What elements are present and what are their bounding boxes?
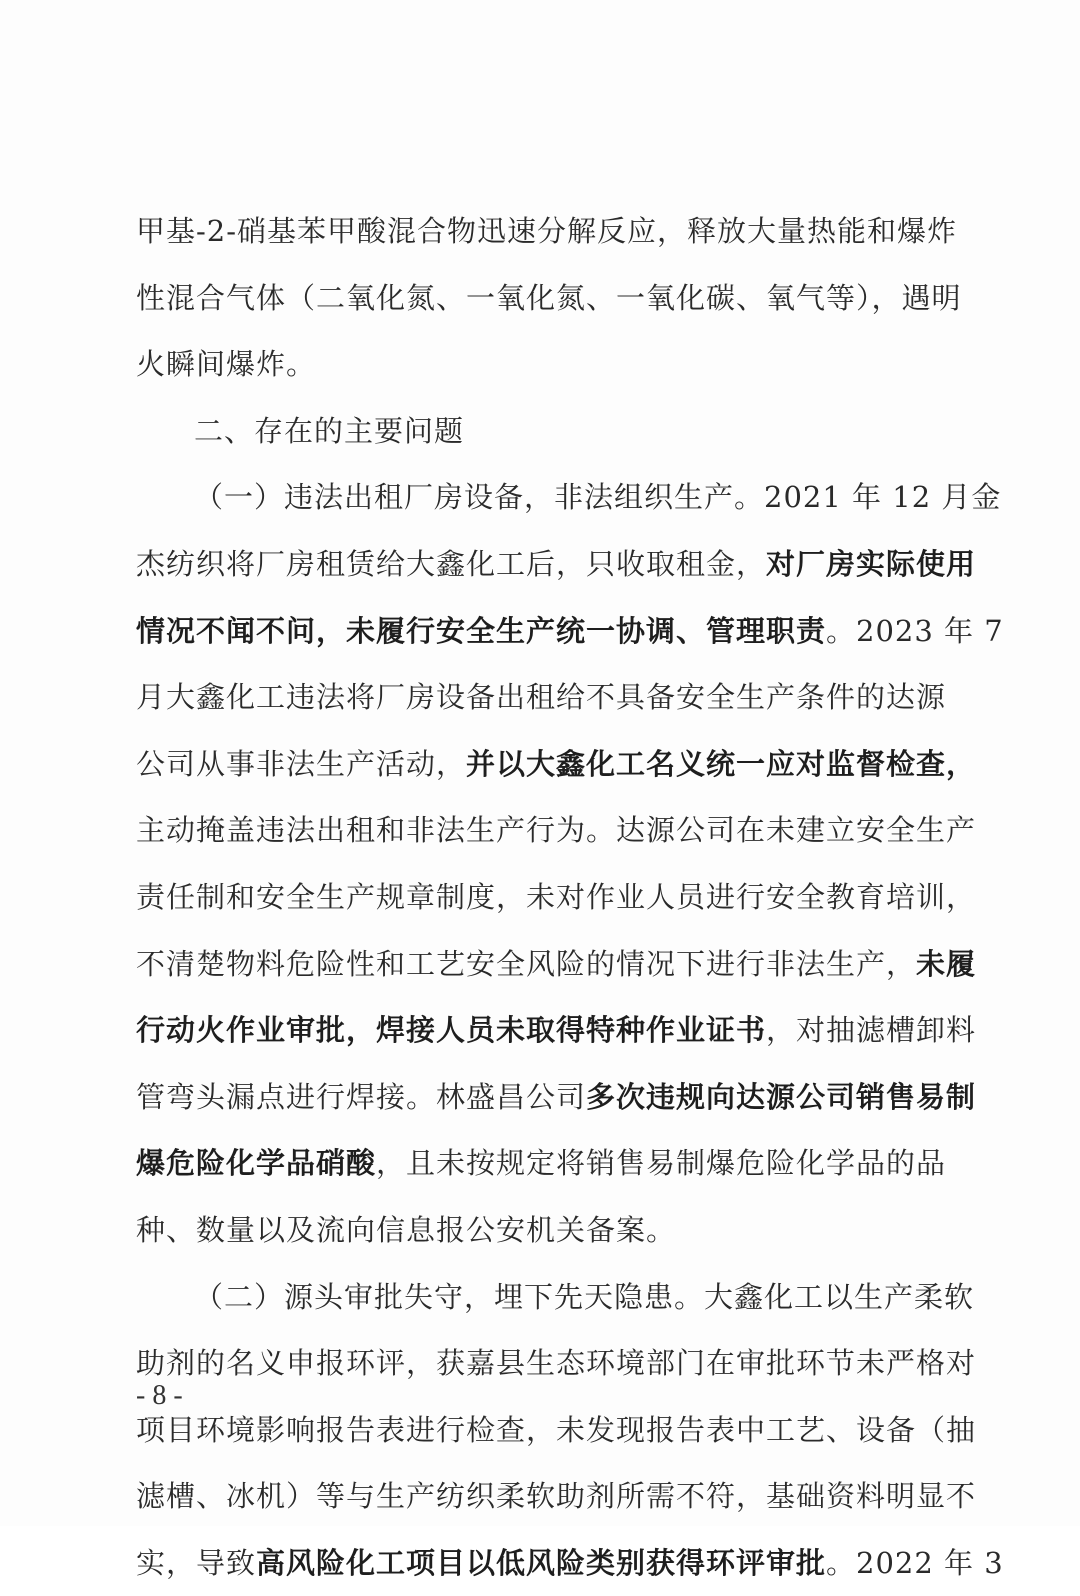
emphasis-text: 情况不闻不问，未履行安全生产统一协调、管理职责 bbox=[136, 613, 827, 648]
text-run: ，且未按规定将销售易制爆危险化学品的品 bbox=[376, 1146, 947, 1181]
text-line: 主动掩盖违法出租和非法生产行为。达源公司在未建立安全生产 bbox=[136, 813, 977, 848]
text-line bbox=[136, 531, 977, 598]
emphasis-text: 对厂房实际使用 bbox=[766, 546, 977, 581]
text-line bbox=[136, 1530, 1004, 1596]
text-line: （二）源头审批失守，埋下先天隐患。大鑫化工以生产柔软 bbox=[194, 1279, 975, 1314]
text-line: 种、数量以及流向信息报公安机关备案。 bbox=[136, 1212, 677, 1247]
emphasis-text: 未履 bbox=[916, 946, 977, 981]
text-line: 助剂的名义申报环评，获嘉县生态环境部门在审批环节未严格对 bbox=[136, 1346, 977, 1381]
emphasis-text: 爆危险化学品硝酸 bbox=[136, 1146, 377, 1181]
text-run: 杰纺织将厂房租赁给大鑫化工后，只收取租金， bbox=[136, 546, 767, 581]
text-line: 项目环境影响报告表进行检查，未发现报告表中工艺、设备（抽 bbox=[136, 1412, 977, 1447]
text-line: （一）违法出租厂房设备，非法组织生产。2021 年 12 月金 bbox=[194, 480, 1002, 515]
text-line bbox=[136, 997, 977, 1064]
emphasis-text: 并以大鑫化工名义统一应对监督检查， bbox=[466, 746, 977, 781]
text-line bbox=[136, 731, 977, 798]
text-line: 甲基-2-硝基苯甲酸混合物迅速分解反应，释放大量热能和爆炸 bbox=[136, 214, 958, 248]
emphasis-text: 高风险化工项目以低风险类别获得环评审批 bbox=[256, 1545, 827, 1580]
text-run: 。2022 年 3 bbox=[826, 1545, 1004, 1580]
emphasis-text: 多次违规向达源公司销售易制 bbox=[586, 1079, 977, 1114]
text-line: 火瞬间爆炸。 bbox=[136, 347, 317, 382]
emphasis-text: 行动火作业审批，焊接人员未取得特种作业证书 bbox=[136, 1013, 767, 1048]
document-body bbox=[136, 198, 1004, 1596]
text-run: 公司从事非法生产活动， bbox=[136, 746, 467, 781]
text-line bbox=[136, 931, 977, 998]
text-line: 滤槽、冰机）等与生产纺织柔软助剂所需不符，基础资料明显不 bbox=[136, 1479, 977, 1514]
section-heading: 二、存在的主要问题 bbox=[194, 413, 465, 448]
text-line bbox=[136, 598, 1004, 665]
text-line: 责任制和安全生产规章制度，未对作业人员进行安全教育培训， bbox=[136, 879, 977, 914]
text-line bbox=[136, 1064, 977, 1131]
page-number: - 8 - bbox=[136, 1380, 183, 1411]
text-run: 管弯头漏点进行焊接。林盛昌公司 bbox=[136, 1079, 587, 1114]
text-line: 月大鑫化工违法将厂房设备出租给不具备安全生产条件的达源 bbox=[136, 680, 947, 715]
text-run: 实，导致 bbox=[136, 1545, 257, 1580]
text-line: 性混合气体（二氧化氮、一氧化氮、一氧化碳、氧气等），遇明 bbox=[136, 280, 962, 315]
text-run: 不清楚物料危险性和工艺安全风险的情况下进行非法生产， bbox=[136, 946, 917, 981]
text-run: ，对抽滤槽卸料 bbox=[766, 1013, 977, 1048]
text-line bbox=[136, 1130, 947, 1197]
text-run: 。2023 年 7 bbox=[826, 613, 1004, 648]
